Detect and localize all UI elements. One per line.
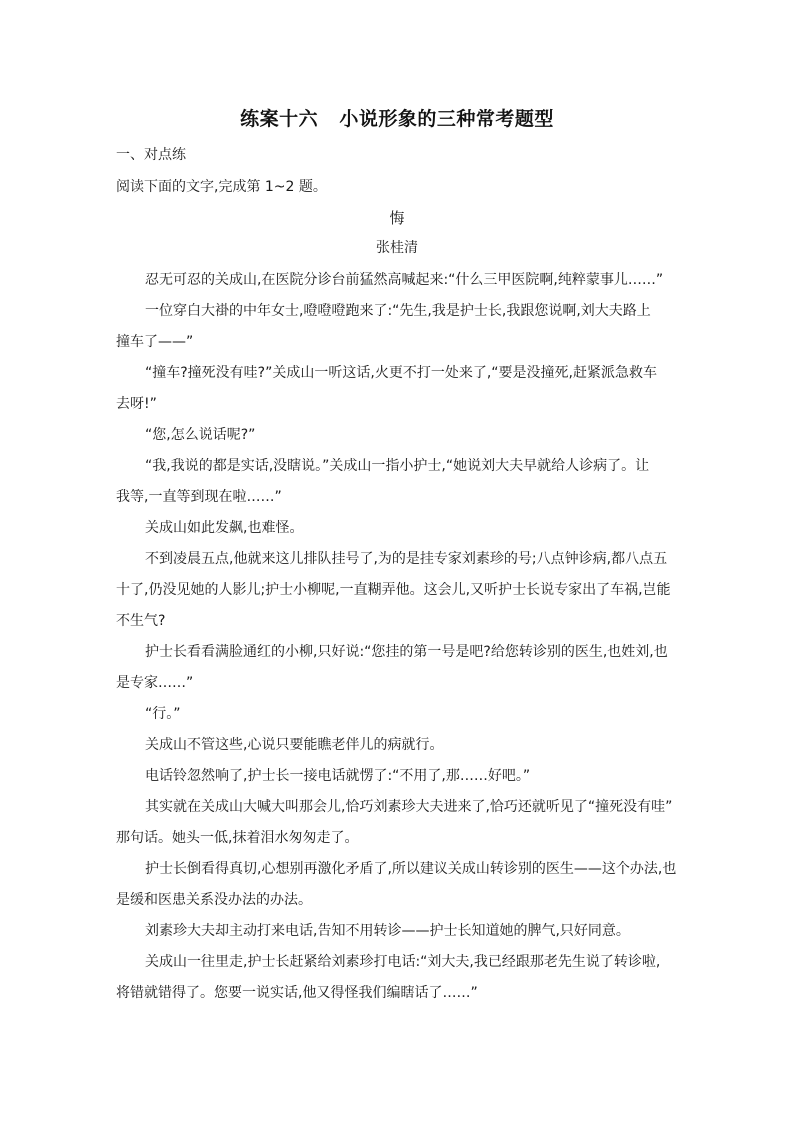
story-line: 将错就错得了。您要一说实话,他又得怪我们编瞎话了……”: [116, 985, 478, 1001]
story-line: 刘素珍大夫却主动打来电话,告知不用转诊——护士长知道她的脾气,只好同意。: [145, 923, 630, 939]
story-line: 十了,仍没见她的人影儿;护士小柳呢,一直糊弄他。这会儿,又听护士长说专家出了车祸,岂能: [116, 582, 671, 598]
story-line: “我,我说的都是实话,没瞎说。”关成山一指小护士,“她说刘大夫早就给人诊病了。让: [145, 458, 650, 474]
story-line: “撞车?撞死没有哇?”关成山一听这话,火更不打一处来了,“要是没撞死,赶紧派急救车: [145, 365, 657, 381]
story-line: 不到凌晨五点,他就来这儿排队挂号了,为的是挂专家刘素珍的号;八点钟诊病,都八点五: [145, 551, 668, 567]
story-line: “行。”: [145, 706, 181, 722]
story-line: 其实就在关成山大喊大叫那会儿,恰巧刘素珍大夫进来了,恰巧还就听见了“撞死没有哇”: [145, 799, 673, 815]
story-line: 关成山如此发飙,也难怪。: [145, 520, 304, 536]
story-line: 护士长倒看得真切,心想别再激化矛盾了,所以建议关成山转诊别的医生——这个办法,也: [145, 861, 677, 877]
story-line: 关成山一往里走,护士长赶紧给刘素珍打电话:“刘大夫,我已经跟那老先生说了转诊啦,: [145, 954, 661, 970]
story-line: 忍无可忍的关成山,在医院分诊台前猛然高喊起来:“什么三甲医院啊,纯粹蒙事儿……”: [145, 272, 664, 288]
story-line: 一位穿白大褂的中年女士,噔噔噔跑来了:“先生,我是护士长,我跟您说啊,刘大夫路上: [145, 303, 651, 319]
story-line: 去呀!”: [116, 396, 157, 412]
story-title: 悔: [389, 209, 405, 227]
story-line: 是专家……”: [116, 675, 194, 691]
story-line: 撞车了——”: [116, 334, 194, 350]
story-line: 是缓和医患关系没办法的办法。: [116, 892, 312, 908]
section-heading: 一、对点练: [116, 147, 186, 163]
instruction-text: 阅读下面的文字,完成第 1~2 题。: [116, 179, 327, 195]
story-line: 电话铃忽然响了,护士长一接电话就愣了:“不用了,那……好吧。”: [145, 768, 531, 784]
story-line: “您,怎么说话呢?”: [145, 427, 256, 443]
story-author: 张桂清: [376, 240, 418, 256]
document-title: 练案十六 小说形象的三种常考题型: [240, 108, 554, 130]
story-line: 那句话。她头一低,抹着泪水匆匆走了。: [116, 830, 359, 846]
story-line: 不生气?: [116, 613, 166, 629]
story-line: 关成山不管这些,心说只要能瞧老伴儿的病就行。: [145, 737, 444, 753]
story-line: 我等,一直等到现在啦……”: [116, 489, 282, 505]
story-line: 护士长看看满脸通红的小柳,只好说:“您挂的第一号是吧?给您转诊别的医生,也姓刘,也: [145, 644, 668, 660]
